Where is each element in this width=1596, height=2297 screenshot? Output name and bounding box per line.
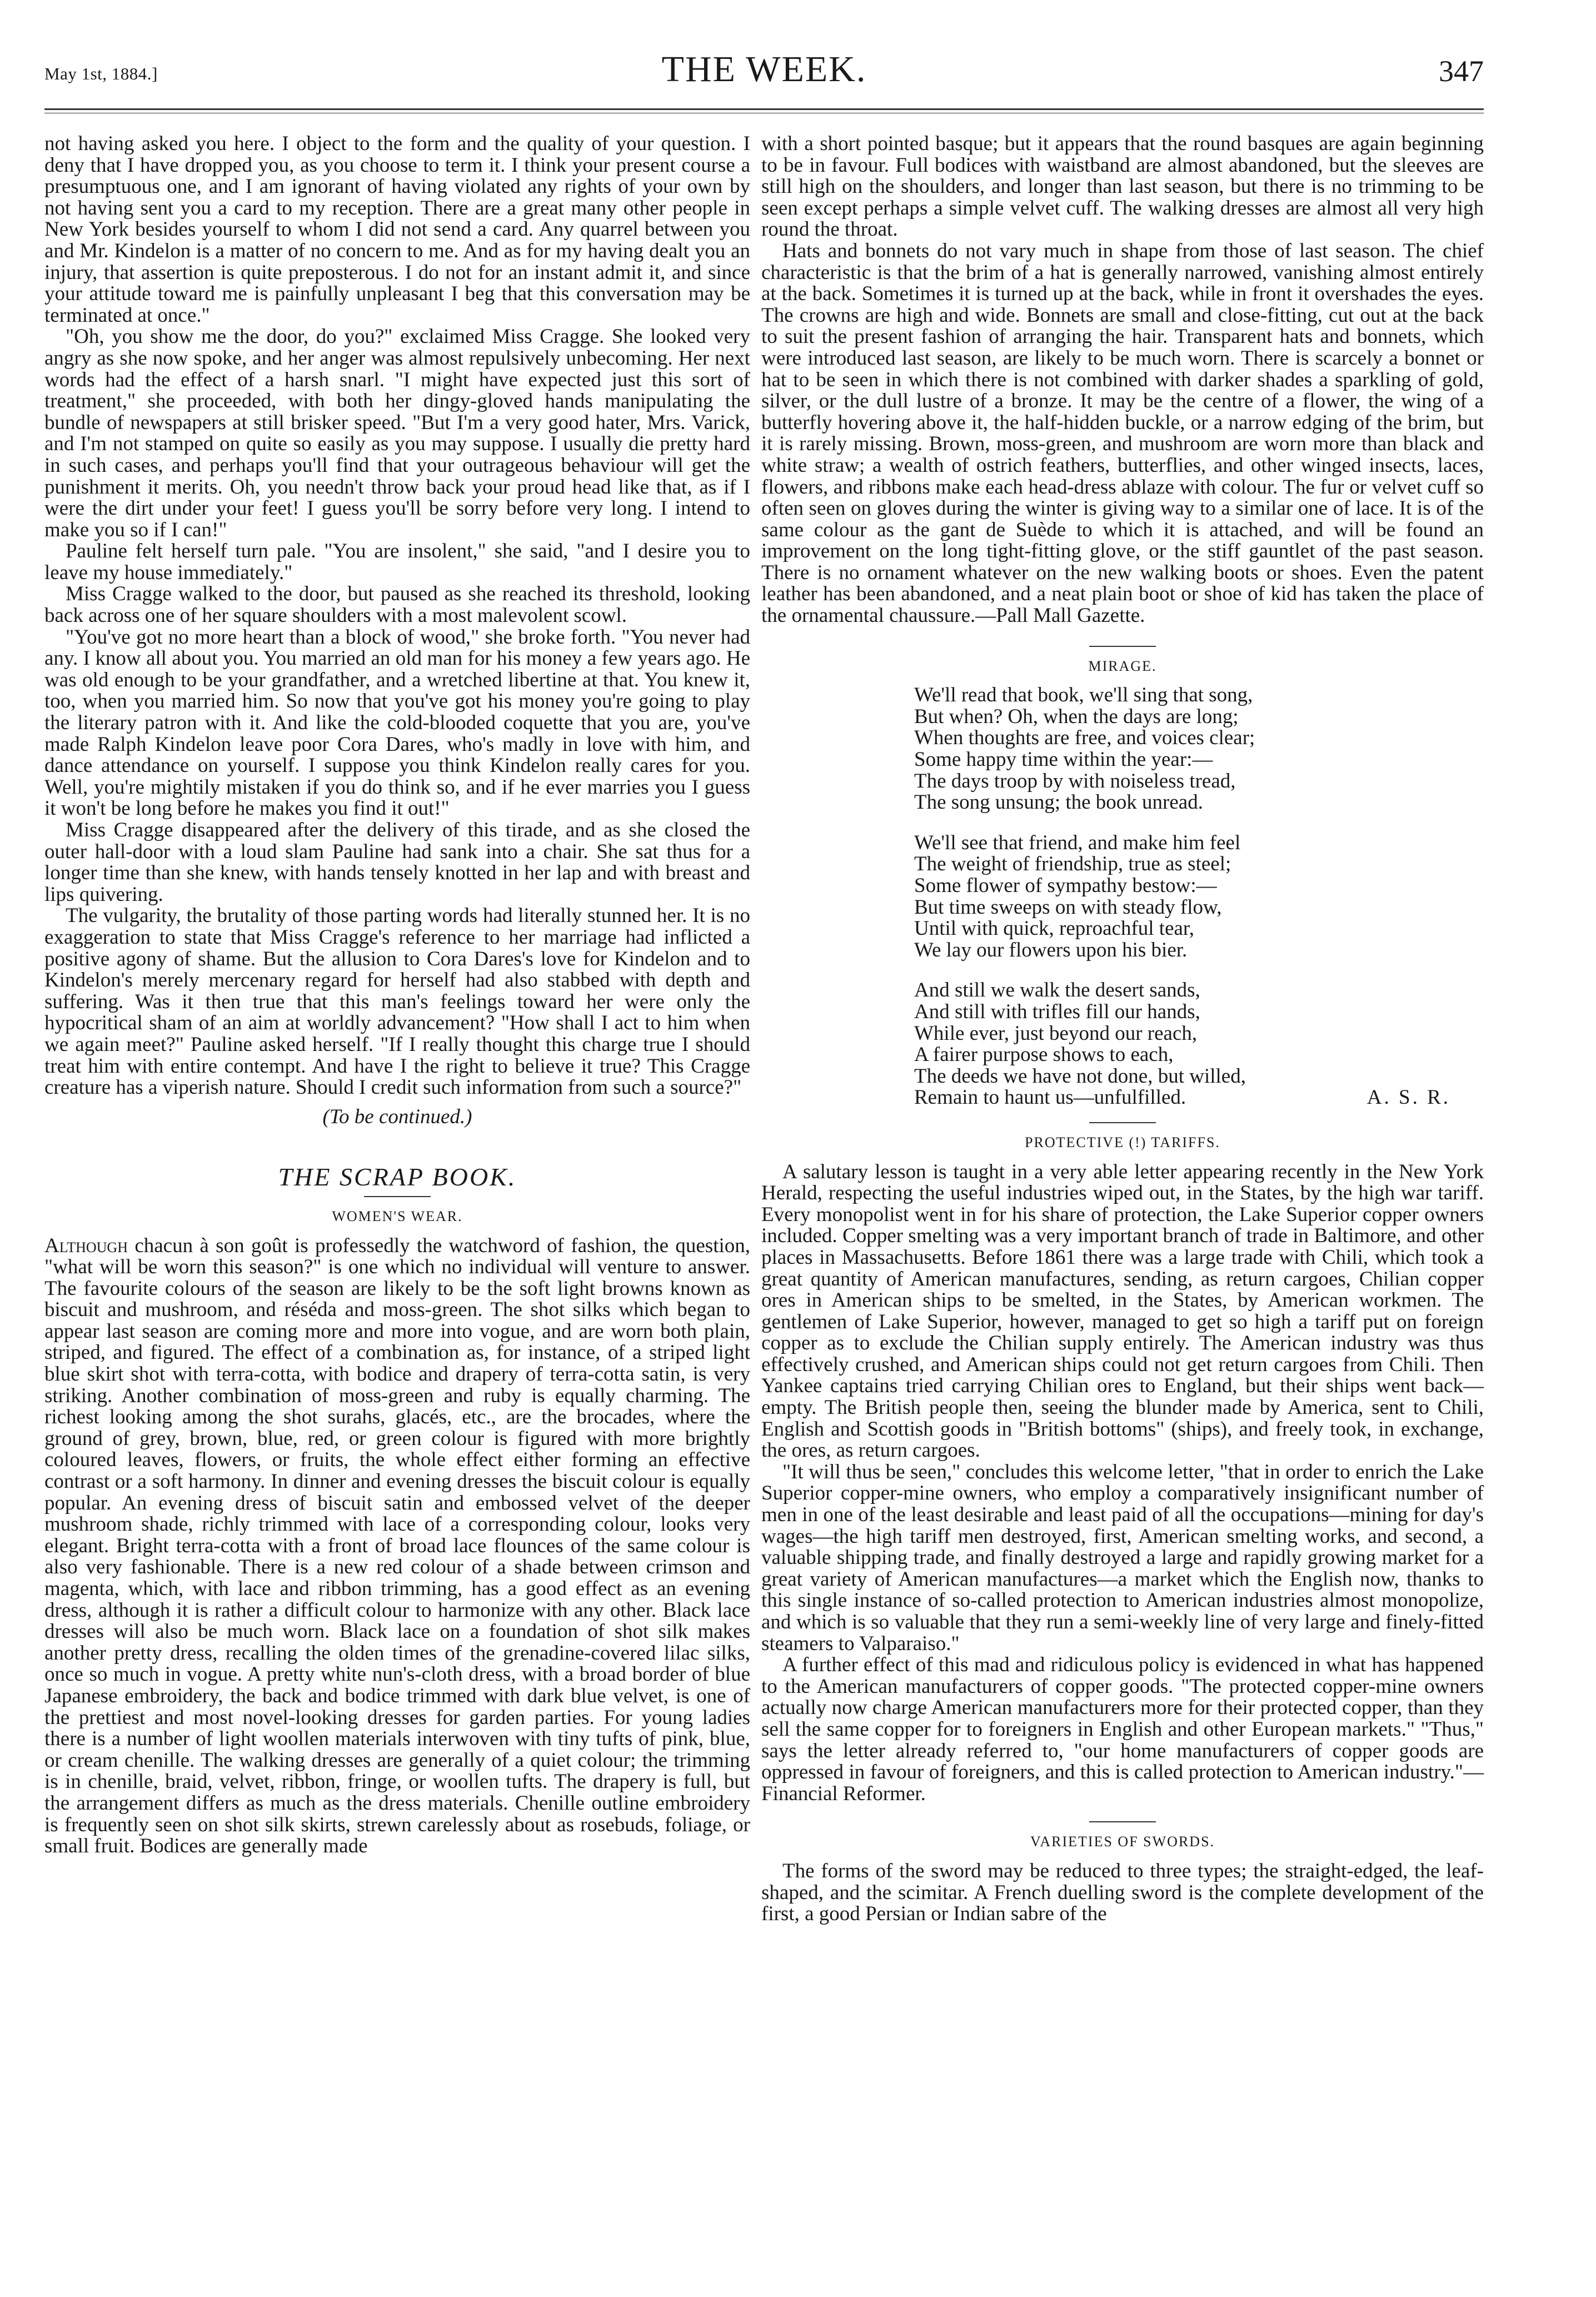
mirage-poem <box>914 685 1484 1109</box>
mirage-heading: MIRAGE. <box>1088 657 1157 674</box>
swords-heading: VARIETIES OF SWORDS. <box>1030 1833 1215 1850</box>
to-be-continued: (To be continued.) <box>322 1105 472 1128</box>
poem-line: Remain to haunt us—unfulfilled. <box>914 1086 1186 1109</box>
poem-line: We'll see that friend, and make him feel <box>914 831 1241 854</box>
issue-date: May 1st, 1884.] <box>44 64 158 83</box>
tariffs-paragraph: "It will thus be seen," concludes this welcome letter, "that in order to enrich the Lake Superior copper-mine owners, who employ a comparatively insignificant number of men in one of the least desirable and least paid of all the occupations—mining for day's wages—the high tariff men destroyed, first, American smelting works, and second, a valuable shipping trade, and finally destroyed a large and rapidly growing market for a great variety of American manufactures—a market which the English now, thanks to this single instance of so-called protection to American industries almost monopolize, and which is so valuable that they run a semi-weekly line of very large and finely-fitted steamers to Valparaiso." <box>761 1460 1484 1655</box>
poem-line: The deeds we have not done, but willed, <box>914 1064 1246 1088</box>
womens-wear-heading: WOMEN'S WEAR. <box>332 1208 463 1224</box>
hats-paragraph: Hats and bonnets do not vary much in shape from those of last season. The chief characteristic is that the brim of a hat is generally narrowed, vanishing almost entirely at the back. Sometimes it is turned up at the back, while in front it overshades the eyes. The crowns are high and wide. Bonnets are small and close-fitting, cut out at the back to suit the present fashion of arranging the hair. Transparent hats and bonnets, which were introduced last season, are likely to be much worn. There is scarcely a bonnet or hat to be seen in which there is not combined with darker shades a sparkling of gold, silver, or the dull lustre of a bronze. It may be the centre of a flower, the wing of a butterfly hovering above it, the half-hidden buckle, or a narrow edging of the brim, but it is rarely missing. Brown, moss-green, and mushroom are worn more than black and white straw; a wealth of ostrich feathers, butterflies, and other winged insects, laces, flowers, and ribbons make each head-dress ablaze with colour. The fur or velvet cuff so often seen on gloves during the winter is giving way to a similar one of lace. It is of the same colour as the gant de Suède to which it is attached, and will be found an improvement on the long tight-fitting glove, or the stiff gauntlet of the past season. There is no ornament whatever on the new walking boots or shoes. Even the patent leather has been abandoned, and a neat plain boot or shoe of kid has taken the place of the ornamental chaussure.—Pall Mall Gazette. <box>761 239 1484 627</box>
poem-stanza <box>914 833 1484 961</box>
left-column <box>44 133 750 1857</box>
poem-line: Some flower of sympathy bestow:— <box>914 874 1217 897</box>
tariffs-paragraph: A salutary lesson is taught in a very able letter appearing recently in the New York Herald, respecting the useful industries wiped out, in the States, by the high war tariff. Every monopolist went in for his share of protection, the Lake Superior copper owners included. Copper smelting was a very important branch of trade in Baltimore, and other places in Massachusetts. Before 1861 there was a large trade with Chili, which took a great quantity of American manufactures, sending, as return cargoes, Chilian copper ores in American ships to be smelted, in the States, by American workmen. The gentlemen of Lake Superior, however, managed to get so high a tariff put on foreign copper as to exclude the Chilian supply entirely. The American industry was thus effectively crushed, and American ships could not get return cargoes from Chili. Then Yankee captains tried carrying Chilian ores to England, but their ships went back—empty. The British people then, seeing the blunder made by America, sent to Chili, English and Scottish goods in "British bottoms" (ships), and freely took, in exchange, the ores, as return cargoes. <box>761 1160 1484 1462</box>
story-paragraph: Miss Cragge walked to the door, but paused as she reached its threshold, looking back across one of her square shoulders with a most malevolent scowl. <box>44 582 750 627</box>
page-number: 347 <box>1439 54 1484 88</box>
swords-paragraph: The forms of the sword may be reduced to three types; the straight-edged, the leaf-shaped, and the scimitar. A French duelling sword is the complete development of the first, a good Persian or Indian sabre of the <box>761 1859 1484 1926</box>
poem-line: But when? Oh, when the days are long; <box>914 705 1239 728</box>
drop-word: Although <box>44 1234 128 1257</box>
womens-wear-paragraph <box>44 1235 750 1857</box>
poem-line: The days troop by with noiseless tread, <box>914 769 1236 793</box>
tariffs-paragraph: A further effect of this mad and ridiculous policy is evidenced in what has happened to the American manufacturers of copper goods. "The protected copper-mine owners actually now charge American manufacturers more for their protected copper, than they sell the same copper for to foreigners in English and other European markets." "Thus," says the letter already referred to, "our home manufacturers of copper goods are oppressed in favour of foreigners, and this is called protection to American industry."—Financial Reformer. <box>761 1653 1484 1805</box>
poem-line: While ever, just beyond our reach, <box>914 1022 1198 1045</box>
section-divider <box>1089 646 1156 647</box>
womens-wear-cont: with a short pointed basque; but it appears that the round basques are again beginning to be in favour. Full bodices with waistband are almost abandoned, but the sleeves are still high on the shoulders, and longer than last season, but there is no trimming to be seen except perhaps a simple velvet cuff. The walking dresses are almost all very high round the throat. <box>761 132 1484 241</box>
story-paragraph: The vulgarity, the brutality of those parting words had literally stunned her. It is no exaggeration to state that Miss Cragge's reference to her marriage had inflicted a positive agony of shame. But the allusion to Cora Dares's love for Kindelon and to Kindelon's merely mercenary regard for herself had also stabbed with depth and suffering. Was it then true that this man's feelings toward her were only the hypocritical sham of an aim at worldly advancement? "How shall I act to him when we again meet?" Pauline asked herself. "If I really thought this charge true I should treat him with entire contempt. And have I the right to believe it true? This Cragge creature has a viperish nature. Should I credit such information from such a source?" <box>44 904 750 1099</box>
poem-stanza <box>914 685 1484 814</box>
poem-line: We'll read that book, we'll sing that song, <box>914 684 1253 707</box>
poem-line: The song unsung; the book unread. <box>914 791 1203 814</box>
poem-line: The weight of friendship, true as steel; <box>914 853 1231 876</box>
poem-line: Until with quick, reproachful tear, <box>914 917 1195 940</box>
last-line-row <box>914 1087 1484 1109</box>
section-divider <box>364 1196 431 1197</box>
page-header <box>44 47 1484 103</box>
poem-line: Some happy time within the year:— <box>914 748 1213 771</box>
poem-stanza <box>914 980 1484 1109</box>
right-column <box>761 133 1484 1925</box>
story-paragraph: "Oh, you show me the door, do you?" exclaimed Miss Cragge. She looked very angry as she now spoke, and her anger was almost repulsively unbecoming. Her next words had the effect of a harsh snarl. "I might have expected just this sort of treatment," she proceeded, with both her dingy-gloved hands manipulating the bundle of newspapers at still brisker speed. "But I'm a very good hater, Mrs. Varick, and I'm not stamped on quite so easily as you may suppose. I usually die pretty hard in such cases, and perhaps you'll find that your outrageous behaviour will get the punishment it merits. Oh, you needn't throw back your proud head like that, as if I were the dirt under your feet! I guess you'll be sorry before very long. I intend to make you so if I can!" <box>44 325 750 541</box>
section-divider <box>1089 1122 1156 1123</box>
story-paragraph: "You've got no more heart than a block of wood," she broke forth. "You never had any. I know all about you. You married an old man for his money a few years ago. He was old enough to be your grandfather, and a wretched libertine at that. You knew it, too, when you married him. So now that you've got his money you're going to play the literary patron with it. And like the cold-blooded coquette that you are, you've made Ralph Kindelon leave poor Cora Dares, who's madly in love with him, and dance attendance on yourself. I suppose you think Kindelon really cares for you. Well, you're mightily mistaken if you do think so, and if he ever marries you I guess it won't be long before he makes you find it out!" <box>44 625 750 820</box>
story-paragraph: not having asked you here. I object to the form and the quality of your question. I deny that I have dropped you, as you choose to term it. I think your present course a presumptuous one, and I am ignorant of having violated any rights of your own by not having sent you a card to my reception. There are a great many other people in New York besides yourself to whom I did not send a card. Any quarrel between you and Mr. Kindelon is a matter of no concern to me. And as for my having dealt you an injury, that assertion is quite preposterous. I do not for an instant admit it, and since your attitude toward me is painfully unpleasant I beg that this conversation may be terminated at once." <box>44 132 750 327</box>
header-rule-top <box>44 108 1484 110</box>
section-divider <box>1089 1821 1156 1822</box>
poem-line: We lay our flowers upon his bier. <box>914 938 1188 961</box>
scrap-book-title: THE SCRAP BOOK. <box>278 1163 517 1192</box>
poem-line: But time sweeps on with steady flow, <box>914 895 1222 919</box>
story-paragraph: Miss Cragge disappeared after the delivery of this tirade, and as she closed the outer hall-door with a loud slam Pauline had sank into a chair. She sat thus for a longer time than she knew, with hands tensely knotted in her lap and with breast and lips quivering. <box>44 819 750 906</box>
story-paragraph: Pauline felt herself turn pale. "You are insolent," she said, "and I desire you to leave my house immediately." <box>44 540 750 584</box>
poem-signature: A. S. R. <box>1366 1086 1450 1109</box>
masthead-title: THE WEEK. <box>661 49 867 89</box>
tariffs-heading: PROTECTIVE (!) TARIFFS. <box>1025 1134 1220 1150</box>
womens-wear-text: chacun à son goût is professedly the watchword of fashion, the question, "what will be worn this season?" is one which no individual will venture to answer. The favourite colours of the season are likely to be the soft light browns known as biscuit and mushroom, and réséda and moss-green. The shot silks which began to appear last season are coming more and more into vogue, and are worn both plain, striped, and figured. The effect of a combination as, for instance, of a striped light blue skirt shot with terra-cotta, with bodice and drapery of terra-cotta satin, is very striking. Another combination of moss-green and ruby is equally charming. The richest looking among the shot surahs, glacés, etc., are the brocades, where the ground of grey, brown, blue, red, or green colour is figured with more brightly coloured leaves, flowers, or fruits, the whole effect either forming an effective contrast or a soft harmony. In dinner and evening dresses the biscuit colour is equally popular. An evening dress of biscuit satin and embossed velvet of the deeper mushroom shade, richly trimmed with lace of a corresponding colour, looks very elegant. Bright terra-cotta with a front of broad lace flounces of the same colour is also very fashionable. There is a new red colour of a shade between crimson and magenta, which, with lace and ribbon trimming, has a good effect as an evening dress, although it is rather a difficult colour to harmonize with any other. Black lace dresses will also be much worn. Black lace on a foundation of shot silk makes another pretty dress, recalling the olden times of the grenadine-covered lilac silks, once so much in vogue. A pretty white nun's-cloth dress, with a broad border of blue Japanese embroidery, the back and bodice trimmed with dark blue velvet, is one of the prettiest and most novel-looking dresses for garden parties. For young ladies there is a number of light woollen materials interwoven with tiny tufts of pink, blue, or cream chenille. The walking dresses are generally of a quiet colour; the trimming is in chenille, braid, velvet, ribbon, fringe, or woollen tufts. The drapery is full, but the arrangement differs as much as the dress materials. Chenille outline embroidery is frequently seen on shot silk skirts, strewn carelessly about as rosebuds, foliage, or small fruit. Bodices are generally made <box>44 1234 751 1858</box>
poem-line: A fairer purpose shows to each, <box>914 1043 1174 1067</box>
poem-line: And still with trifles fill our hands, <box>914 1000 1200 1023</box>
poem-line: When thoughts are free, and voices clear; <box>914 726 1255 750</box>
poem-line: And still we walk the desert sands, <box>914 979 1200 1002</box>
